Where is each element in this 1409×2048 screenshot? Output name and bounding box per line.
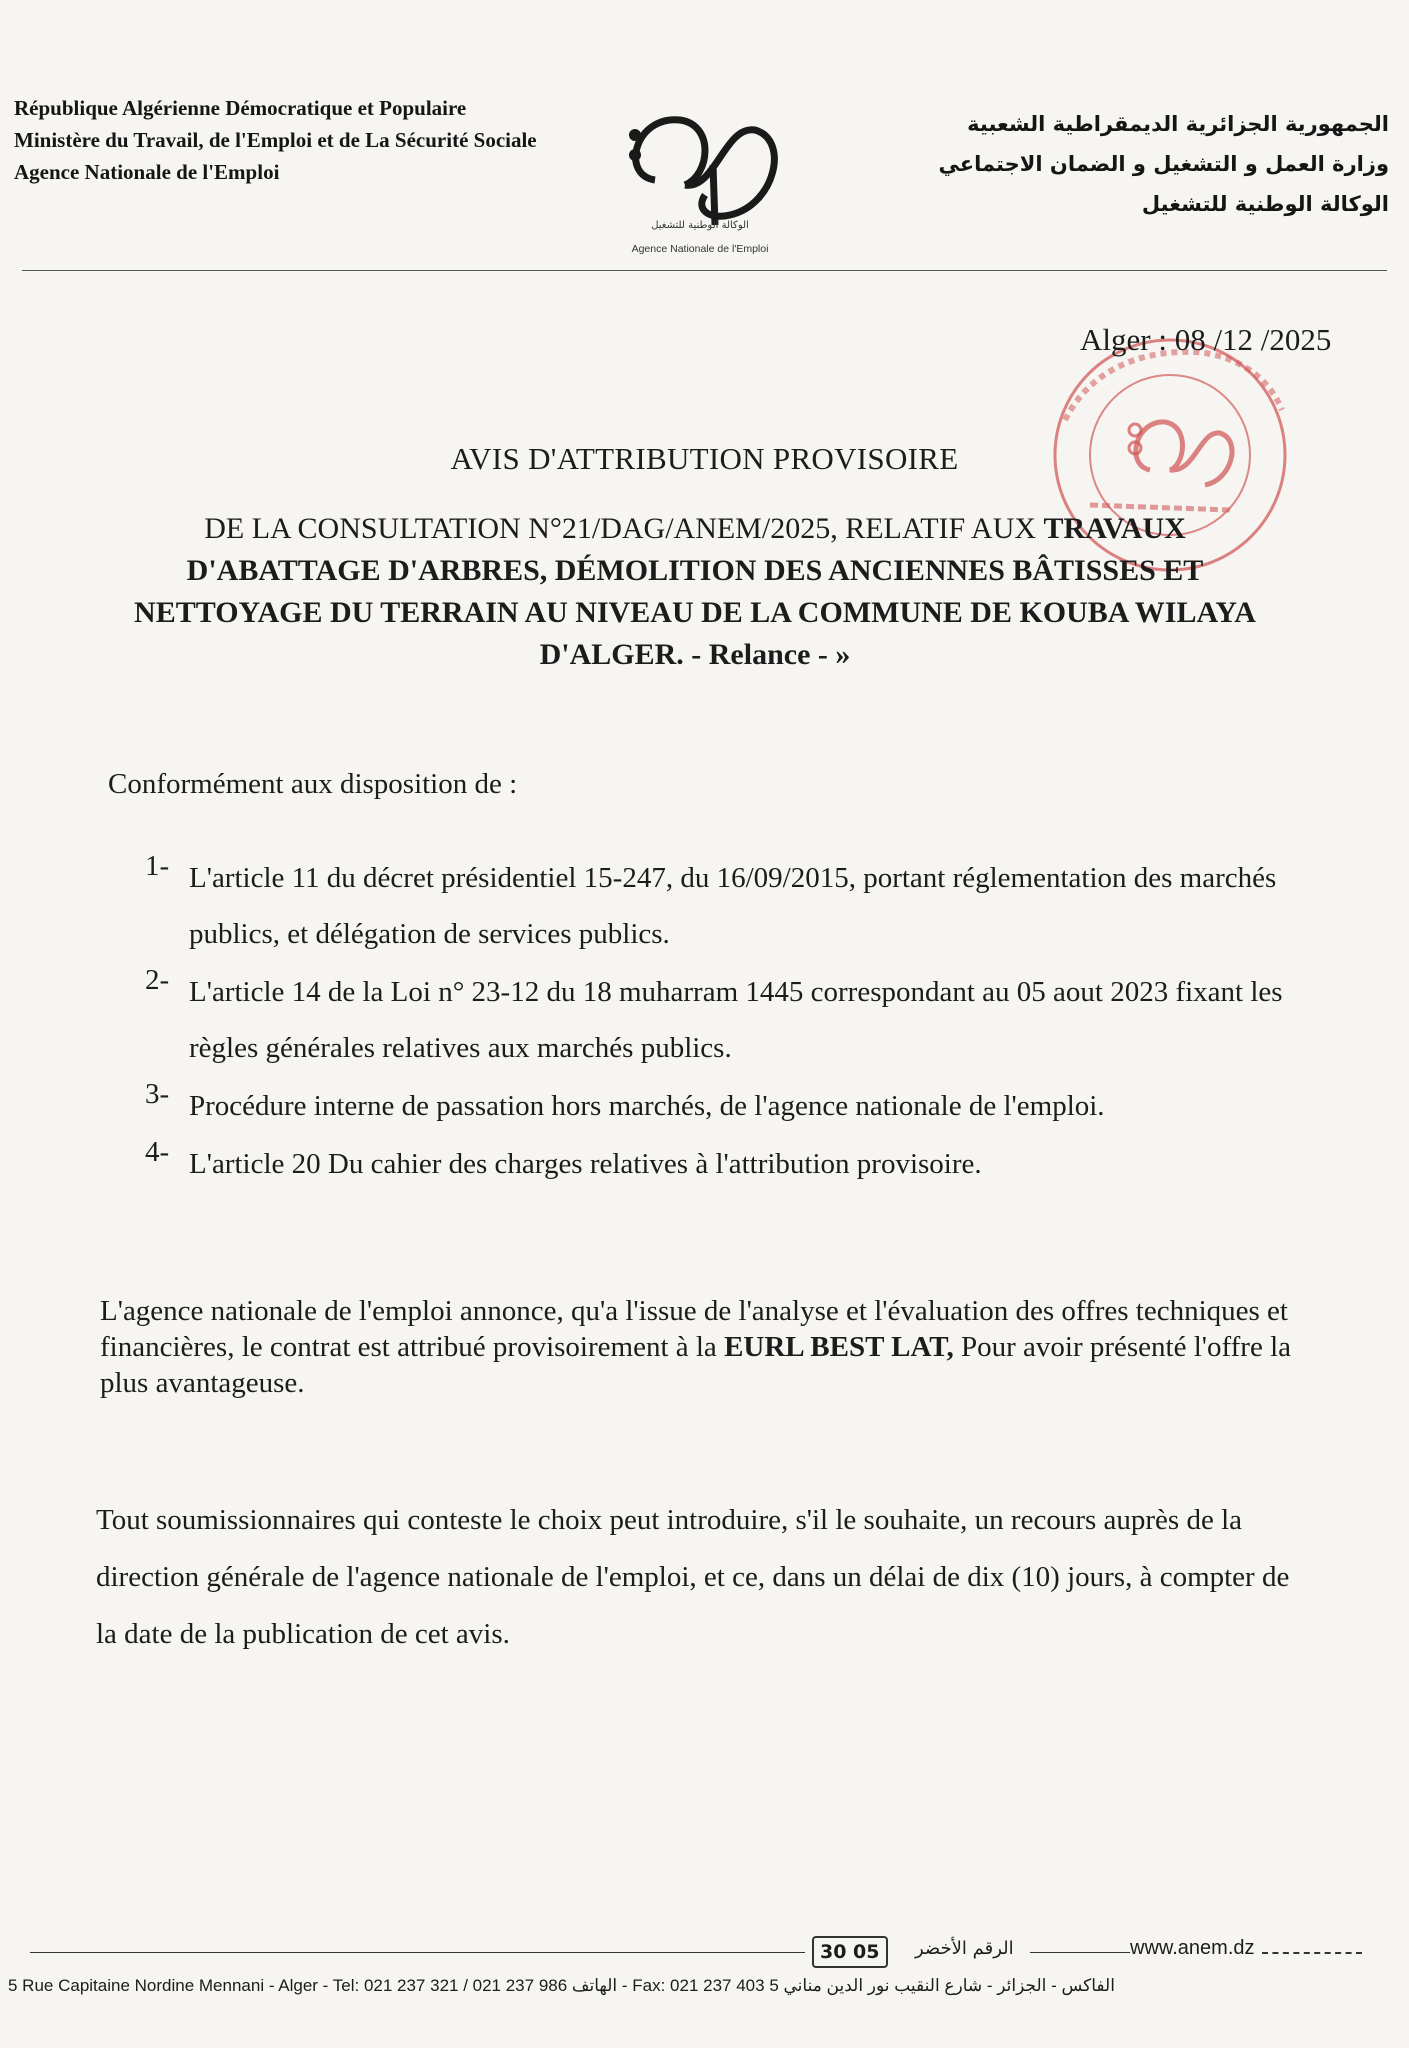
footer-address: 5 Rue Capitaine Nordine Mennani - Alger - Tel: 021 237 321 / 021 237 986 الهاتف - Fax: 021 237 403 الفاكس - الجزائر - شارع النقيب نور الدين مناني 5	[8, 1976, 1115, 1995]
list-item	[145, 850, 1285, 962]
list-item-number: 4-	[145, 1136, 170, 1168]
list-item	[145, 964, 1285, 1076]
footer-divider	[1262, 1952, 1362, 1954]
list-item-text: Procédure interne de passation hors marchés, de l'agence nationale de l'emploi.	[189, 1090, 1105, 1122]
anem-logo-icon	[615, 95, 785, 255]
list-item-number: 3-	[145, 1078, 170, 1110]
notice-subject	[130, 508, 1260, 676]
list-item-number: 1-	[145, 850, 170, 882]
list-item	[145, 1078, 1285, 1134]
notice-title: AVIS D'ATTRIBUTION PROVISOIRE	[450, 441, 959, 476]
header-ministry-ar: وزارة العمل و التشغيل و الضمان الاجتماعي	[938, 152, 1389, 176]
footer-divider	[30, 1952, 805, 1953]
attribution-paragraph	[100, 1293, 1315, 1401]
notice-subject-works: TRAVAUX D'ABATTAGE D'ARBRES, DÉMOLITION DES ANCIENNES BÂTISSES ET NETTOYAGE DU TERRAIN AU NIVEAU DE LA COMMUNE DE KOUBA WILAYA D'ALGER. - Relance - »	[134, 512, 1256, 671]
green-number-badge: 30 05	[812, 1936, 888, 1968]
list-item-text: L'article 11 du décret présidentiel 15-247, du 16/09/2015, portant réglementation des marchés publics, et délégation de services publics.	[189, 862, 1277, 950]
attribution-text-start: L'agence nationale de l'emploi annonce, qu'a l'issue de l'analyse et l'évaluation des offres techniques et financières, le contrat est attribué provisoirement à la	[100, 1295, 1288, 1363]
notice-subject-prefix: DE LA CONSULTATION N°21/DAG/ANEM/2025, RELATIF AUX	[204, 512, 1044, 545]
awarded-company: EURL BEST LAT,	[724, 1331, 954, 1363]
attribution-text-end: Pour avoir présenté l'offre la plus avantageuse.	[100, 1331, 1292, 1399]
header-french-block	[14, 92, 574, 188]
list-item-text: L'article 20 Du cahier des charges relatives à l'attribution provisoire.	[189, 1148, 982, 1180]
footer-divider	[1030, 1952, 1130, 1953]
green-number-label: الرقم الأخضر	[915, 1938, 1014, 1959]
header-agency-ar: الوكالة الوطنية للتشغيل	[1141, 192, 1389, 216]
header-ministry: Ministère du Travail, de l'Emploi et de La Sécurité Sociale	[14, 128, 537, 152]
header-republic: République Algérienne Démocratique et Populaire	[14, 96, 467, 120]
website-link[interactable]: www.anem.dz	[1130, 1937, 1255, 1959]
logo-caption-french: Agence Nationale de l'Emploi	[631, 243, 769, 255]
list-item	[145, 1136, 1285, 1192]
header-agency: Agence Nationale de l'Emploi	[14, 160, 280, 184]
header-arabic-block	[809, 104, 1389, 224]
dispositions-list	[145, 850, 1285, 1194]
intro-text: Conformément aux disposition de :	[108, 768, 518, 800]
header-divider	[22, 270, 1387, 271]
appeal-paragraph: Tout soumissionnaires qui conteste le choix peut introduire, s'il le souhaite, un recours auprès de la direction générale de l'agence nationale de l'emploi, et ce, dans un délai de dix (10) jours, à compter de la date de la publication de cet avis.	[96, 1504, 1290, 1650]
list-item-number: 2-	[145, 964, 170, 996]
header-republic-ar: الجمهورية الجزائرية الديمقراطية الشعبية	[967, 112, 1389, 136]
document-date: Alger : 08 /12 /2025	[1080, 322, 1332, 357]
list-item-text: L'article 14 de la Loi n° 23-12 du 18 muharram 1445 correspondant au 05 aout 2023 fixant les règles générales relatives aux marchés publics.	[189, 976, 1283, 1064]
logo-caption-arabic: الوكالة الوطنية للتشغيل	[651, 220, 749, 231]
